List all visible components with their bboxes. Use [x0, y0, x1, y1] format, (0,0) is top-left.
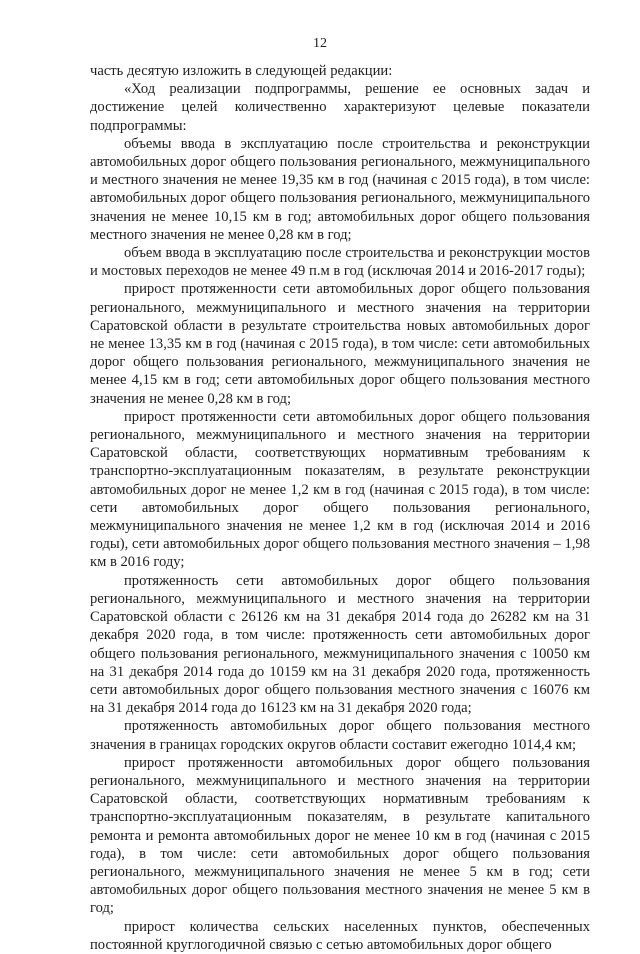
paragraph: объем ввода в эксплуатацию после строительства и реконструкции мостов и мостовых переходов не менее 49 п.м в год (исключая 2014 и 2016-2017 годы);	[90, 245, 590, 280]
paragraph: протяженность автомобильных дорог общего пользования местного значения в границах городских округов области составит ежегодно 1014,4 км;	[90, 718, 590, 753]
paragraph: протяженность сети автомобильных дорог общего пользования регионального, межмуниципального и местного значения на территории Саратовской области с 26126 км на 31 декабря 2014 года до 26282 км на 31 декабря 2020 года, в том числе: протяженность сети автомобильных дорог общего пользования регионального, межмуниципального значения с 10050 км на 31 декабря 2014 года до 10159 км на 31 декабря 2020 года, протяженность сети автомобильных дорог общего пользования местного значения с 16076 км на 31 декабря 2014 года до 16123 км на 31 декабря 2020 года;	[90, 572, 590, 717]
paragraph: прирост количества сельских населенных пунктов, обеспеченных постоянной круглогодичной связью с сетью автомобильных дорог общего	[90, 918, 590, 953]
paragraph-heading: «Ход реализации подпрограммы, решение ее основных задач и достижение целей количественно характеризуют целевые показатели подпрограммы:	[90, 81, 590, 134]
paragraph-intro: часть десятую изложить в следующей редакции:	[90, 63, 393, 79]
paragraph: прирост протяженности сети автомобильных дорог общего пользования регионального, межмуниципального и местного значения на территории Саратовской области, соответствующих нормативным требованиям к транспортно-эксплуатационным показателям, в результате реконструкции автомобильных дорог не менее 1,2 км в год (начиная с 2015 года), в том числе: сети автомобильных дорог общего пользования регионального, межмуниципального значения не менее 1,2 км в год (исключая 2014 и 2016 годы), сети автомобильных дорог общего пользования местного значения – 1,98 км в 2016 году;	[90, 408, 590, 571]
paragraph: объемы ввода в эксплуатацию после строительства и реконструкции автомобильных дорог общего пользования регионального, межмуниципального и местного значения не менее 19,35 км в год (начиная с 2015 года), в том числе: автомобильных дорог общего пользования регионального, межмуниципального значения не менее 10,15 км в год; автомобильных дорог общего пользования местного значения не менее 0,28 км в год;	[90, 135, 590, 243]
paragraph: прирост протяженности сети автомобильных дорог общего пользования регионального, межмуниципального и местного значения на территории Саратовской области в результате строительства новых автомобильных дорог не менее 13,35 км в год (начиная с 2015 года), в том числе: сети автомобильных дорог общего пользования регионального, межмуниципального значения не менее 4,15 км в год; сети автомобильных дорог общего пользования местного значения не менее 0,28 км в год;	[90, 281, 590, 407]
document-body	[90, 62, 590, 954]
paragraph: прирост протяженности автомобильных дорог общего пользования регионального, межмуниципального и местного значения на территории Саратовской области, соответствующих нормативным требованиям к транспортно-эксплуатационным показателям, в результате капитального ремонта и ремонта автомобильных дорог не менее 10 км в год (начиная с 2015 года), в том числе: сети автомобильных дорог общего пользования регионального, межмуниципального значения не менее 5 км в год; сети автомобильных дорог общего пользования местного значения не менее 5 км в год;	[90, 754, 590, 917]
page-number: 12	[313, 36, 327, 51]
